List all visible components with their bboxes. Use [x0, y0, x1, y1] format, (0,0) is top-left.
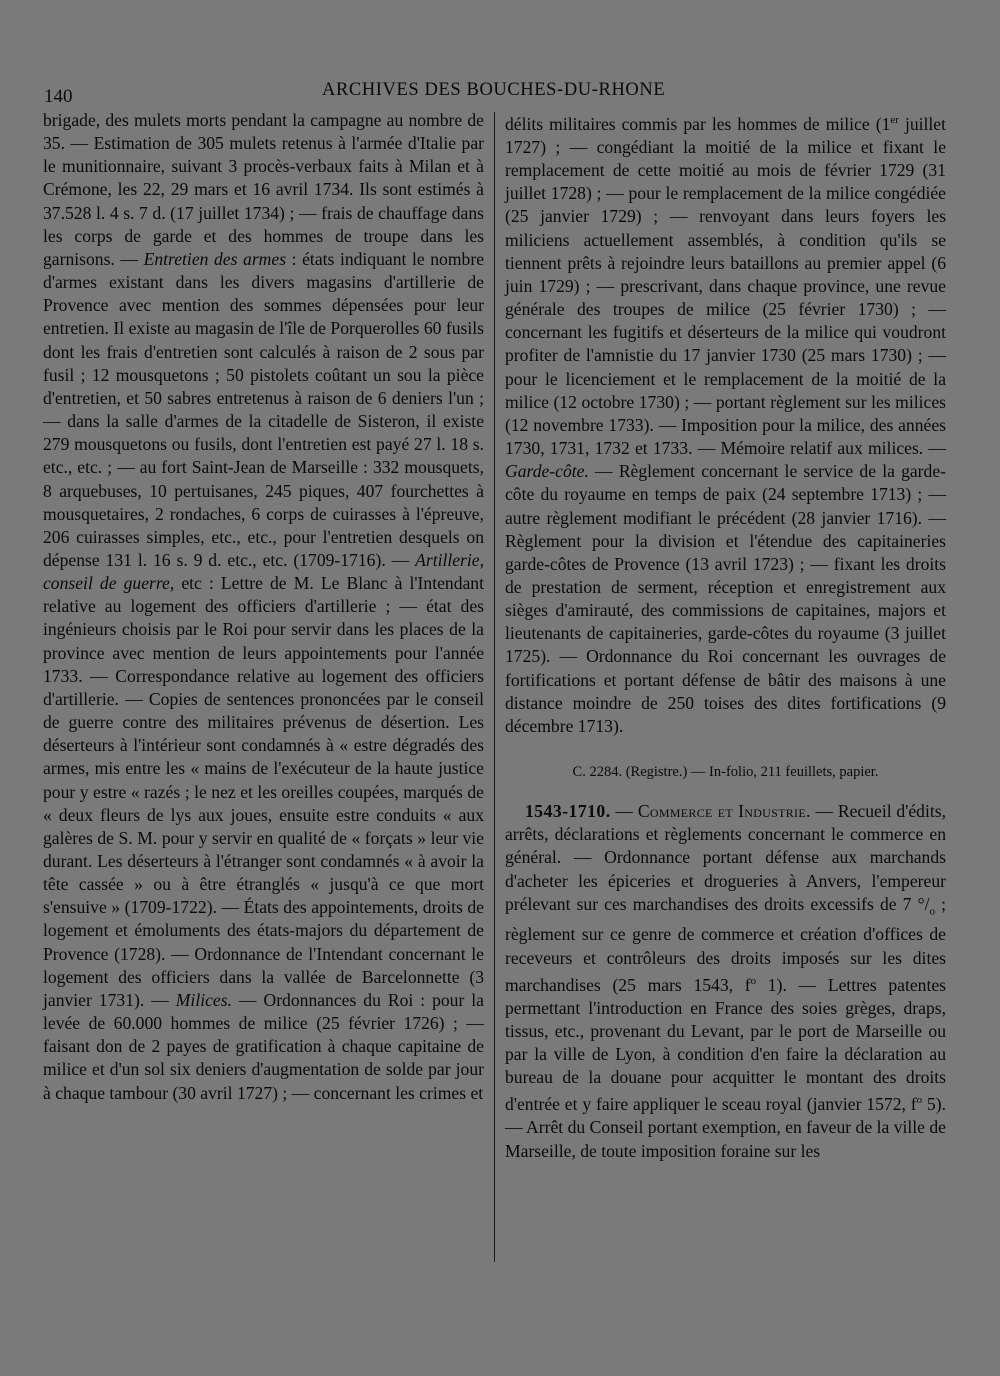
text-run: — Ordonnances du Roi : pour la levée de 60.000 hommes de milice (25 février 1726) ; — faisant don de 2 payes de gratification à chaque capitaine de milice et d'un sol six deniers d'augmentation de solde par jour à chaque tambour (30 avril 1727) ; — concernant les crimes et [43, 989, 484, 1103]
section-label-milices: Milices. [175, 989, 232, 1010]
superscript: o [916, 1094, 923, 1107]
entry-date: 1543-1710. [525, 801, 611, 822]
entry-paragraph [505, 800, 946, 1163]
left-column [43, 109, 484, 1105]
text-run: brigade, des mulets morts pendant la campagne au nombre de 35. — Estimation de 305 mulets retenus à l'armée d'Italie par le munitionnaire, suivant 3 procès-verbaux faits à Milan et à Crémone, les 22, 29 mars et 16 avril 1734. Ils sont estimés à 37.528 l. 4 s. 7 d. (17 juillet 1734) ; — frais de chauffage dans les corps de garde et des hommes de troupe dans les garnisons. — [43, 110, 484, 269]
running-head: ARCHIVES DES BOUCHES-DU-RHONE [322, 80, 666, 100]
text-run: — Règlement concernant le service de la garde-côte du royaume en temps de paix (24 septembre 1713) ; — autre règlement modifiant le précédent (28 janvier 1716). — Règlement pour la division et l'étendue des capitaineries garde-côtes de Provence (13 avril 1723) ; — fixant les droits de prestation de serment, réception et enregistrement aux sièges d'amirauté, des commissions de capitaines, majors et lieutenants de capitaineries, garde-côtes du royaume (3 juillet 1725). — Ordonnance du Roi concernant les ouvrages de fortifications et portant défense de bâtir des maisons à une distance moindre de 250 toises des dites fortifications (9 décembre 1713). [505, 461, 946, 736]
subscript: o [929, 905, 935, 918]
text-run: — [610, 801, 638, 822]
text-run: 5). — Arrêt du Conseil portant exemption, en faveur de la ville de Marseille, de toute imposition foraine sur les [505, 1094, 946, 1161]
text-run: : états indiquant le nombre d'armes existant dans les divers magasins d'artillerie de Provence avec mention des sommes dépensées pour leur entretien. Il existe au magasin de l'île de Porquerolles 60 fusils dont les frais d'entretien sont calculés à raison de 2 sous par fusil ; 12 mousquetons ; 50 pistolets coûtant un sou la pièce d'entretien, et 50 sabres entretenus à raison de 6 deniers l'un ; — dans la salle d'armes de la citadelle de Sisteron, il existe 279 mousquetons ou fusils, dont l'entretien est payé 27 l. 18 s. etc., etc. ; — au fort Saint-Jean de Marseille : 332 mousquets, 8 arquebuses, 10 pertuisanes, 245 piques, 407 fourchettes à mousquetaires, 2 rondaches, 6 corps de cuirasses à l'épreuve, 206 cuirasses simples, etc., etc., pour l'entretien desquels on dépense 131 l. 16 s. 9 d. etc., etc. (1709-1716). — [43, 248, 485, 570]
superscript: o [750, 974, 757, 987]
text-run: , etc : Lettre de M. Le Blanc à l'Intendant relative au logement des officiers d'artillerie ; — état des ingénieurs choisis par le Roi pour servir dans les places de la province avec mention de leurs appointements pour l'année 1733. — Correspondance relative au logement des officiers d'artillerie. — Copies de sentences prononcées par le conseil de guerre contre des militaires prévenus de désertion. Les déserteurs à l'intérieur sont condamnés à « estre dégradés des armes, mis entre les « mains de l'exécuteur de la haute justice pour y estre « razés ; le nez et les oreilles coupées, marqués de « deux fleurs de lys aux joues, ensuite estre conduits « aux galères de S. M. pour y servir en qualité de « forçats » leur vie durant. Les déserteurs à l'étranger sont condamnés « à avoir la tête cassée » ou à être étranglés « jusqu'à ce que mort s'ensuive » (1709-1722). — États des appointements, droits de logement et émoluments des états-majors du département de Provence (1728). — Ordonnance de l'Intendant concernant le logement des officiers dans la vallée de Barcelonnette (3 janvier 1731). — [43, 573, 484, 1010]
superscript: er [890, 114, 899, 126]
entry-title: Commerce et Industrie. [637, 801, 811, 822]
text-run: ; règlement sur ce genre de commerce et création d'offices de receveurs et contrôleurs des droits imposés sur les dites marchandises (25 mars 1543, f [505, 893, 946, 995]
text-run: 1). — Lettres patentes permettant l'introduction en France des soies grèges, draps, tissus, etc., provenant du Levant, par le port de Marseille ou par la ville de Lyon, à condition d'en faire la déclaration au bureau de la douane pour acquitter le montant des droits d'entrée et y faire appliquer le sceau royal (janvier 1572, f [505, 974, 946, 1115]
left-paragraph [43, 109, 484, 1105]
text-run: — Recueil d'édits, arrêts, déclarations et règlements concernant le commerce en général. — Ordonnance portant défense aux marchands d'acheter les épiceries et drogueries à Anvers, l'empereur prélevant sur ces marchandises des droits excessifs de 7 °/ [505, 801, 946, 914]
text-run: juillet 1727) ; — congédiant la moitié de la milice et fixant le remplacement de cette moitié au mois de février 1729 (31 juillet 1728) ; — pour le remplacement de la milice congédiée (25 janvier 1729) ; — renvoyant dans leurs foyers les miliciens actuellement assemblés, à condition qu'ils se tiennent prêts à rejoindre leurs bataillons au premier appel (6 juin 1729) ; — prescrivant, dans chaque province, une revue générale des troupes de milice (25 février 1730) ; — concernant les fugitifs et déserteurs de la milice qui voudront profiter de l'amnistie du 17 janvier 1730 (25 mars 1730) ; — pour le licenciement et le remplacement de la moitié de la milice (12 octobre 1730) ; — portant règlement sur les milices (12 novembre 1733). — Imposition pour la milice, des années 1730, 1731, 1732 et 1733. — Mémoire relatif aux milices. — [505, 113, 946, 459]
right-column [505, 109, 946, 1163]
right-paragraph [505, 109, 946, 738]
section-label-artillerie: Artillerie, conseil de guerre [43, 549, 484, 594]
shelfmark: C. 2284. (Registre.) — In-folio, 211 feuillets, papier. [572, 764, 879, 781]
text-run: délits militaires commis par les hommes de milice (1 [505, 113, 891, 134]
section-label-entretien: Entretien des armes [143, 248, 287, 269]
section-label-garde-cote: Garde-côte. [505, 461, 589, 482]
page-number: 140 [44, 86, 73, 107]
column-divider [494, 112, 495, 1262]
